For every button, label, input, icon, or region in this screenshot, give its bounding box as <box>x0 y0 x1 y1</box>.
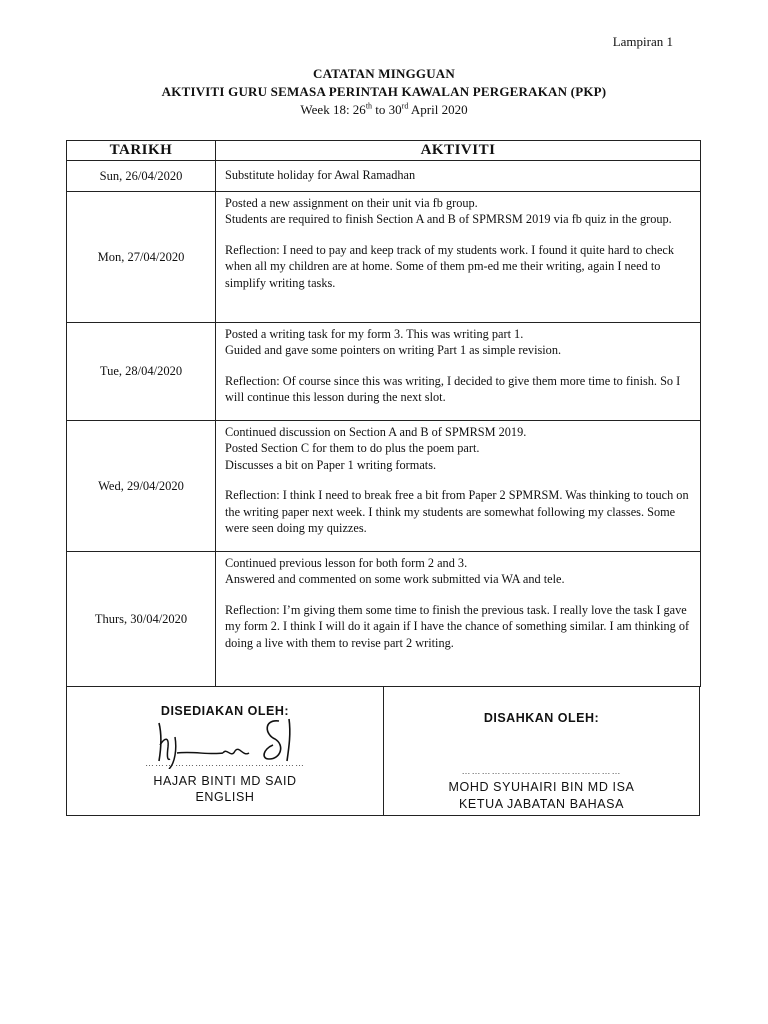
approved-by-role: KETUA JABATAN BAHASA <box>458 797 625 811</box>
table-row <box>67 552 701 687</box>
activity-line: Discusses a bit on Paper 1 writing formats. <box>225 457 437 472</box>
row-date: Wed, 29/04/2020 <box>67 421 216 552</box>
document-subtitle: AKTIVITI GURU SEMASA PERINTAH KAWALAN PERGERAKAN (PKP) <box>161 84 607 99</box>
row-date: Mon, 27/04/2020 <box>67 192 216 323</box>
approved-by-block <box>384 687 699 815</box>
approval-dotted-line: ………………………………………… <box>461 766 622 776</box>
table-row <box>67 161 701 192</box>
table-row <box>67 421 701 552</box>
row-date: Sun, 26/04/2020 <box>67 161 216 192</box>
activity-line: Posted a writing task for my form 3. This was writing part 1. <box>225 327 524 341</box>
activity-line: Guided and gave some pointers on writing Part 1 as simple revision. <box>225 343 562 358</box>
activity-line: Answered and commented on some work submitted via WA and tele. <box>225 572 565 587</box>
activity-line: Substitute holiday for Awal Ramadhan <box>225 168 416 183</box>
table-row <box>67 323 701 421</box>
document-title: CATATAN MINGGUAN <box>313 66 455 81</box>
row-activity <box>216 192 701 323</box>
reflection-text: Reflection: Of course since this was writing, I decided to give them more time to finish. So I will continue this lesson during the next slot. <box>225 373 681 405</box>
column-header-activity: AKTIVITI <box>216 141 701 161</box>
week-prefix: Week 18: 26 <box>300 102 366 117</box>
week-mid: to 30 <box>372 102 402 117</box>
column-header-date: TARIKH <box>67 141 216 161</box>
week-range <box>0 102 768 118</box>
row-activity <box>216 421 701 552</box>
prepared-by-block <box>67 687 383 815</box>
activity-line: Posted Section C for them to do plus the poem part. <box>225 441 480 456</box>
approved-by-label: DISAHKAN OLEH: <box>483 711 600 725</box>
reflection-text: Reflection: I need to pay and keep track of my students work. I found it quite hard to check when all my children are at home. Some of them pm-ed me their writing, again I need to simplify writing tasks. <box>225 242 675 290</box>
activity-line: Posted a new assignment on their unit via fb group. <box>225 196 478 210</box>
table-row <box>67 192 701 323</box>
prepared-by-label: DISEDIAKAN OLEH: <box>160 704 290 718</box>
approved-by-name: MOHD SYUHAIRI BIN MD ISA <box>448 780 635 794</box>
reflection-text: Reflection: I think I need to break free a bit from Paper 2 SPMRSM. Was thinking to touch on the writing paper next week. I think my students are somewhat following my classes. Some were seen doing my quizzes. <box>225 488 689 536</box>
appendix-label: Lampiran 1 <box>612 34 673 49</box>
reflection-text: Reflection: I’m giving them some time to finish the previous task. I really love the task I gave my form 2. I think I will do it again if I have the chance of something similar. I am thinking of doing a live with them to revise part 2 writing. <box>225 602 690 650</box>
activity-line: Students are required to finish Section A and B of SPMRSM 2019 via fb quiz in the group. <box>225 212 672 227</box>
prepared-by-role: ENGLISH <box>195 790 255 804</box>
activity-line: Continued discussion on Section A and B of SPMRSM 2019. <box>225 425 527 439</box>
week-suffix: April 2020 <box>408 102 468 117</box>
prepared-by-name: HAJAR BINTI MD SAID <box>153 774 297 788</box>
week-sup-end: rd <box>401 101 409 111</box>
table-header-row <box>67 141 701 161</box>
row-activity <box>216 161 701 192</box>
row-date: Thurs, 30/04/2020 <box>67 552 216 687</box>
signature-dotted-line: ………………………………………… <box>145 758 305 768</box>
row-activity <box>216 552 701 687</box>
row-activity <box>216 323 701 421</box>
row-date: Tue, 28/04/2020 <box>67 323 216 421</box>
week-sup-start: th <box>365 101 373 111</box>
activity-line: Continued previous lesson for both form 2 and 3. <box>225 556 468 570</box>
signoff-section <box>66 686 700 816</box>
activity-table <box>66 140 701 687</box>
